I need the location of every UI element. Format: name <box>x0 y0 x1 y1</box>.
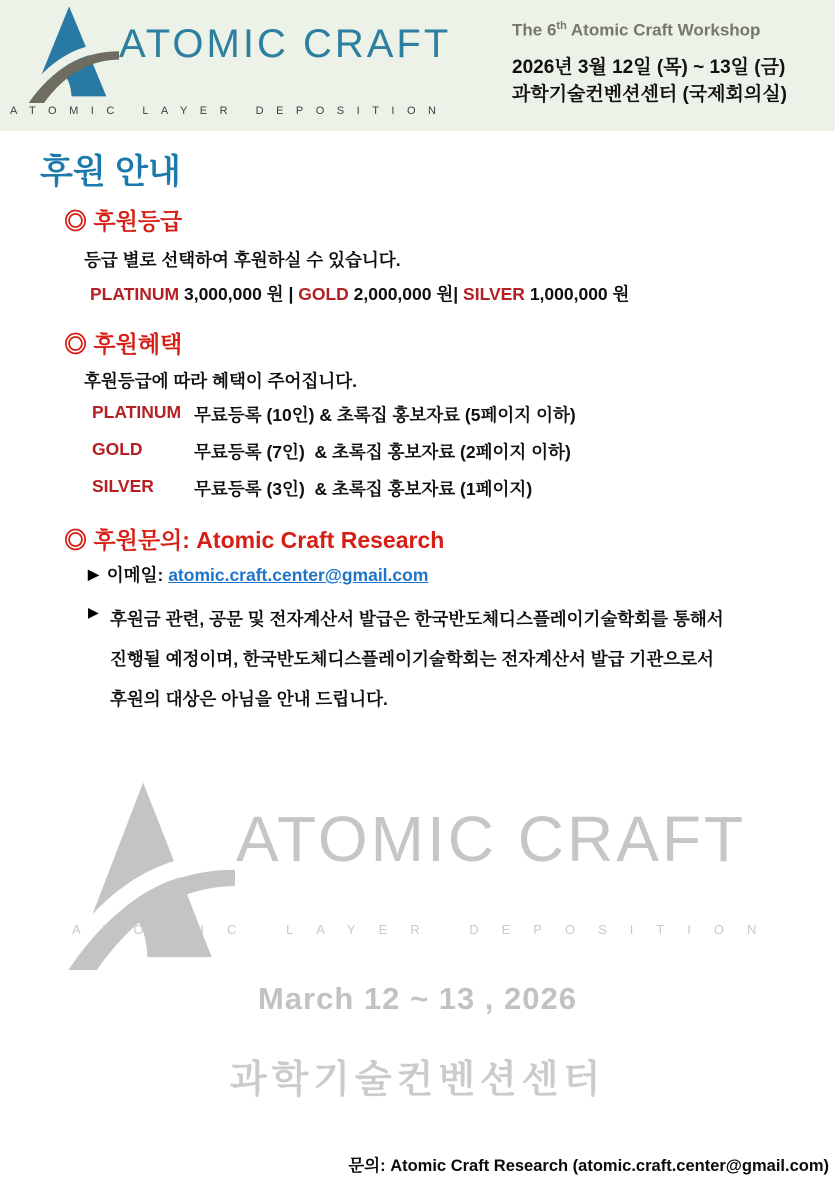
event-date-line: 2026년 3월 12일 (목) ~ 13일 (금) <box>512 56 786 78</box>
section-heading-benefits: ◎ 후원혜택 <box>64 331 183 357</box>
benefit-row-gold <box>92 439 576 476</box>
email-line <box>88 562 428 587</box>
event-venue-line: 과학기술컨벤션센터 (국제회의실) <box>512 83 787 105</box>
benefit-description: 무료등록 (10인) & 초록집 홍보자료 (5페이지 이하) <box>194 405 576 425</box>
logo-wordmark: ATOMIC CRAFT <box>119 22 452 66</box>
note-line: 후원금 관련, 공문 및 전자계산서 발급은 한국반도체디스플레이기술학회를 통해서 <box>110 609 724 629</box>
event-title-prefix: The 6 <box>512 20 557 40</box>
event-info-block <box>512 20 830 108</box>
event-title <box>512 20 830 41</box>
grades-intro-text: 등급 별로 선택하여 후원하실 수 있습니다. <box>84 250 401 270</box>
atomic-craft-logo-icon <box>24 3 119 103</box>
benefit-tier-label: SILVER <box>92 476 154 496</box>
benefit-description: 무료등록 (7인) & 초록집 홍보자료 (2페이지 이하) <box>194 442 571 462</box>
benefit-tier-label: PLATINUM <box>92 402 182 422</box>
bullet-triangle-icon: ▶ <box>88 566 99 582</box>
page-title: 후원 안내 <box>40 153 181 191</box>
benefit-tier-label: GOLD <box>92 439 143 459</box>
event-datetime <box>512 54 830 108</box>
sponsorship-note <box>88 599 778 719</box>
event-title-rest: Atomic Craft Workshop <box>566 20 761 40</box>
email-link[interactable]: atomic.craft.center@gmail.com <box>168 565 429 585</box>
tier-gold-label: GOLD <box>298 284 349 304</box>
benefit-row-silver <box>92 476 576 513</box>
note-line: 진행될 예정이며, 한국반도체디스플레이기술학회는 전자계산서 발급 기관으로서 <box>110 649 714 669</box>
benefit-row-platinum <box>92 402 576 439</box>
logo-tagline: ATOMIC LAYER DEPOSITION <box>10 105 449 117</box>
price-line <box>90 281 629 306</box>
tier-platinum-label: PLATINUM <box>90 284 180 304</box>
watermark-wordmark: ATOMIC CRAFT <box>236 803 747 875</box>
tier-silver-label: SILVER <box>463 284 525 304</box>
platinum-amount: 3,000,000 원 | <box>179 284 299 304</box>
footer-contact-text: 문의: Atomic Craft Research (atomic.craft.center@gmail.com) <box>348 1157 829 1175</box>
watermark-logo-icon <box>60 776 235 970</box>
watermark-venue: 과학기술컨벤션센터 <box>229 1059 606 1101</box>
benefits-table <box>92 402 576 513</box>
event-title-ordinal: th <box>556 20 567 32</box>
watermark-date: March 12 ~ 13 , 2026 <box>257 981 577 1016</box>
bullet-triangle-icon: ▶ <box>88 604 99 620</box>
watermark-tagline: ATOMIC LAYER DEPOSITION <box>72 922 780 937</box>
note-line: 후원의 대상은 아님을 안내 드립니다. <box>110 689 388 709</box>
silver-amount: 1,000,000 원 <box>524 284 630 304</box>
gold-amount: 2,000,000 원| <box>348 284 464 304</box>
benefits-intro-text: 후원등급에 따라 혜택이 주어집니다. <box>84 371 358 391</box>
section-heading-contact: ◎ 후원문의: Atomic Craft Research <box>64 527 445 553</box>
email-label: 이메일: <box>106 565 169 585</box>
header-band <box>0 0 835 131</box>
section-heading-grades: ◎ 후원등급 <box>64 208 183 234</box>
benefit-description: 무료등록 (3인) & 초록집 홍보자료 (1페이지) <box>194 479 533 499</box>
